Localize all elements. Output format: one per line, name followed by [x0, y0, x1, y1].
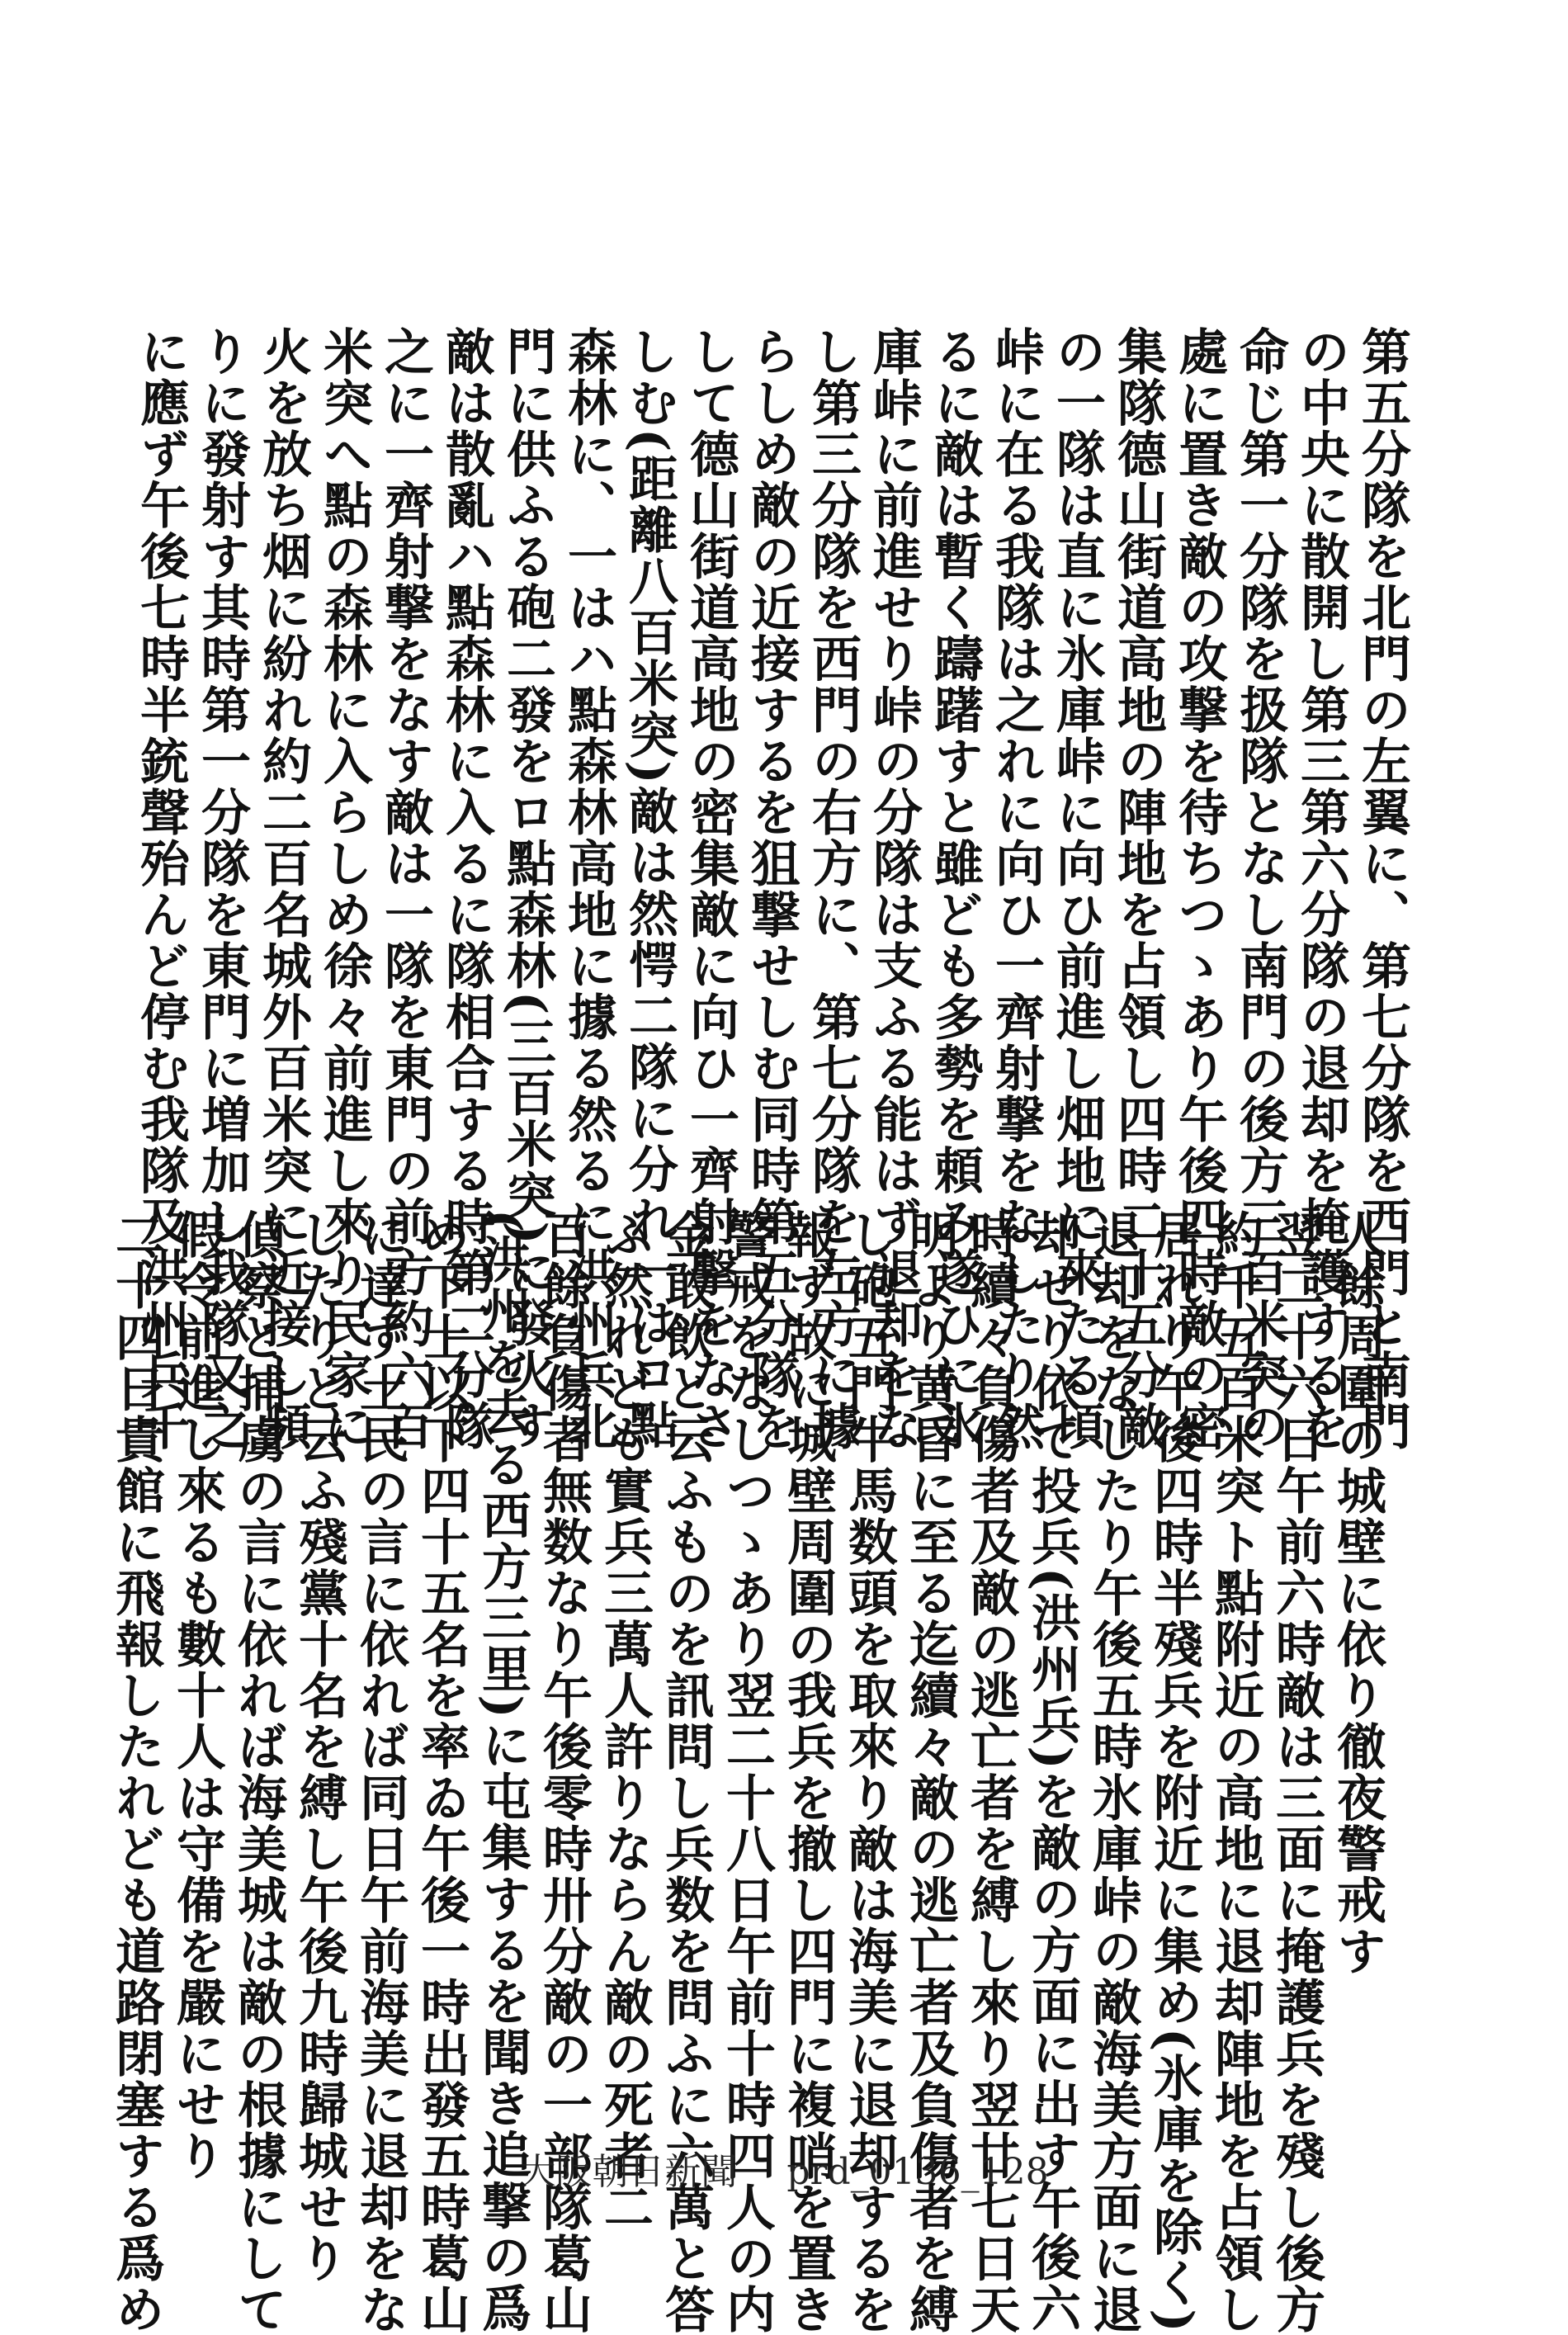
- text-column: ふ然れども實兵三萬人許りならん敵の死者二: [596, 1209, 654, 2233]
- text-column: 之に一齊射撃をなす敵は一隊を東門の前方約六百: [376, 326, 434, 1452]
- text-column: 敵は散亂ハ點森林に入るに隊相合する時第二分隊: [437, 326, 495, 1452]
- text-column: の中央に散開し第三第六分隊の退却を掩護するを: [1292, 326, 1350, 1452]
- text-column: 峠に在る我隊は之れに向ひ一齊射撃をなしたり然: [987, 326, 1045, 1452]
- text-column: 金敢飲と云ふものを訊問し兵数を問ふに六萬と答: [657, 1209, 715, 2335]
- text-column: りに發射す其時第一分隊を東門に増加し我隊又之: [193, 326, 251, 1452]
- text-column: したりと云ふ殘黨十名を縛し午後九時歸城せり: [290, 1209, 348, 2284]
- text-column: 門に供ふる砲二發をロ點森林(三百米突)に發火す: [498, 326, 556, 1451]
- page-footer: [0, 2142, 1568, 2195]
- publication-name: 大阪朝日新聞: [519, 2151, 738, 2193]
- text-column: し第三分隊を西門の右方に、第七分隊を左方に據: [804, 326, 862, 1452]
- text-column: るに敵は暫く躊躇すと雖ども多勢を頼み遂ひに氷: [926, 326, 984, 1452]
- text-column: 翌二十六日午前六時敵は三面に掩護兵を殘し後方: [1268, 1209, 1325, 2335]
- text-column: 第五分隊を北門の左翼に、第七分隊を西門と南門: [1353, 326, 1411, 1452]
- text-column: 命じ第一分隊を扱隊となし南門の後方三百米突の: [1231, 326, 1289, 1452]
- text-column: 二十四日貴館に飛報したれども道路閉塞する爲め: [107, 1209, 165, 2335]
- text-column: 退却をなしたり午後五時氷庫峠の敵海美方面に退: [1084, 1209, 1142, 2335]
- text-column: (洪州を去る西方三里)に屯集するを聞き追撃の爲: [474, 1209, 531, 2334]
- page-code: prd_0136_128: [786, 2151, 1049, 2193]
- text-column: の一隊は直に氷庫峠に向ひ前進し畑地に來たる頃: [1048, 326, 1106, 1452]
- text-column: し砲五門牛馬数頭を取來り敵は海美に退却するを: [840, 1209, 898, 2335]
- text-column: しむ(距離八百米突)敵は然愕二隊に分れ一はロ點: [621, 326, 678, 1451]
- text-column: 却せり依て投兵(洪州兵)を敵の方面に出す午後六: [1023, 1209, 1081, 2334]
- text-column: らしめ敵の近接するを狙撃せしむ同時第五分隊を: [743, 326, 801, 1452]
- text-column: 假令前進し來るも數十人は守備を嚴にせり: [168, 1209, 226, 2181]
- text-column: に應ず午後七時半銃聲殆んど停む我隊及洪州兵千: [132, 326, 190, 1452]
- text-column: して德山街道高地の密集敵に向ひ一齊射撃をなさ: [682, 326, 739, 1452]
- text-column: 人餘周圍の城壁に依り徹夜警戒す: [1329, 1209, 1386, 1977]
- text-column: 明より黄昏に至る迄續々敵の逃亡者及負傷者を縛: [901, 1209, 959, 2335]
- text-column: 時續々負傷者及敵の逃亡者を縛し來り翌廿七日天: [962, 1209, 1020, 2335]
- text-column: 集隊德山街道高地の陣地を占領し四時二十五分敵: [1109, 326, 1167, 1452]
- text-column: 處に置き敵の攻撃を待ちつゝあり午後四時敵の密: [1170, 326, 1228, 1452]
- text-column: 報ず故に城壁周圍の我兵を撤し四門に複哨を置き: [779, 1209, 837, 2335]
- text-column: 米突へ點の森林に入らしめ徐々前進し來り民家に: [315, 326, 373, 1452]
- text-column: 百餘負傷者無数なり午後零時卅分敵の一部隊葛山: [535, 1209, 593, 2335]
- text-column: 約千五百米突ト點附近の高地に退却陣地を占領し: [1207, 1209, 1264, 2335]
- text-column: 火を放ち烟に紛れ約二百名城外百米突に近接し頻: [254, 326, 312, 1452]
- text-column: 警戒をなしつゝあり翌二十八日午前十時四人の内: [718, 1209, 776, 2335]
- text-column: 居れり午後四時半殘兵を附近に集め(氷庫を除く): [1145, 1209, 1203, 2334]
- text-column: め下士以下四十五名を率ゐ午後一時出發五時葛山: [413, 1209, 470, 2335]
- article-text-block-top: [132, 326, 1411, 1452]
- text-column: 森林に、一はハ點森林高地に據る然るに洪州兵北: [560, 326, 617, 1452]
- text-column: に達す土民の言に依れば同日午前海美に退却をな: [352, 1209, 409, 2335]
- text-column: 偵察と捕虜の言に依れば海美城は敵の根據にして: [229, 1209, 287, 2335]
- text-column: 庫峠に前進せり峠の分隊は支ふる能はず退却をな: [865, 326, 923, 1452]
